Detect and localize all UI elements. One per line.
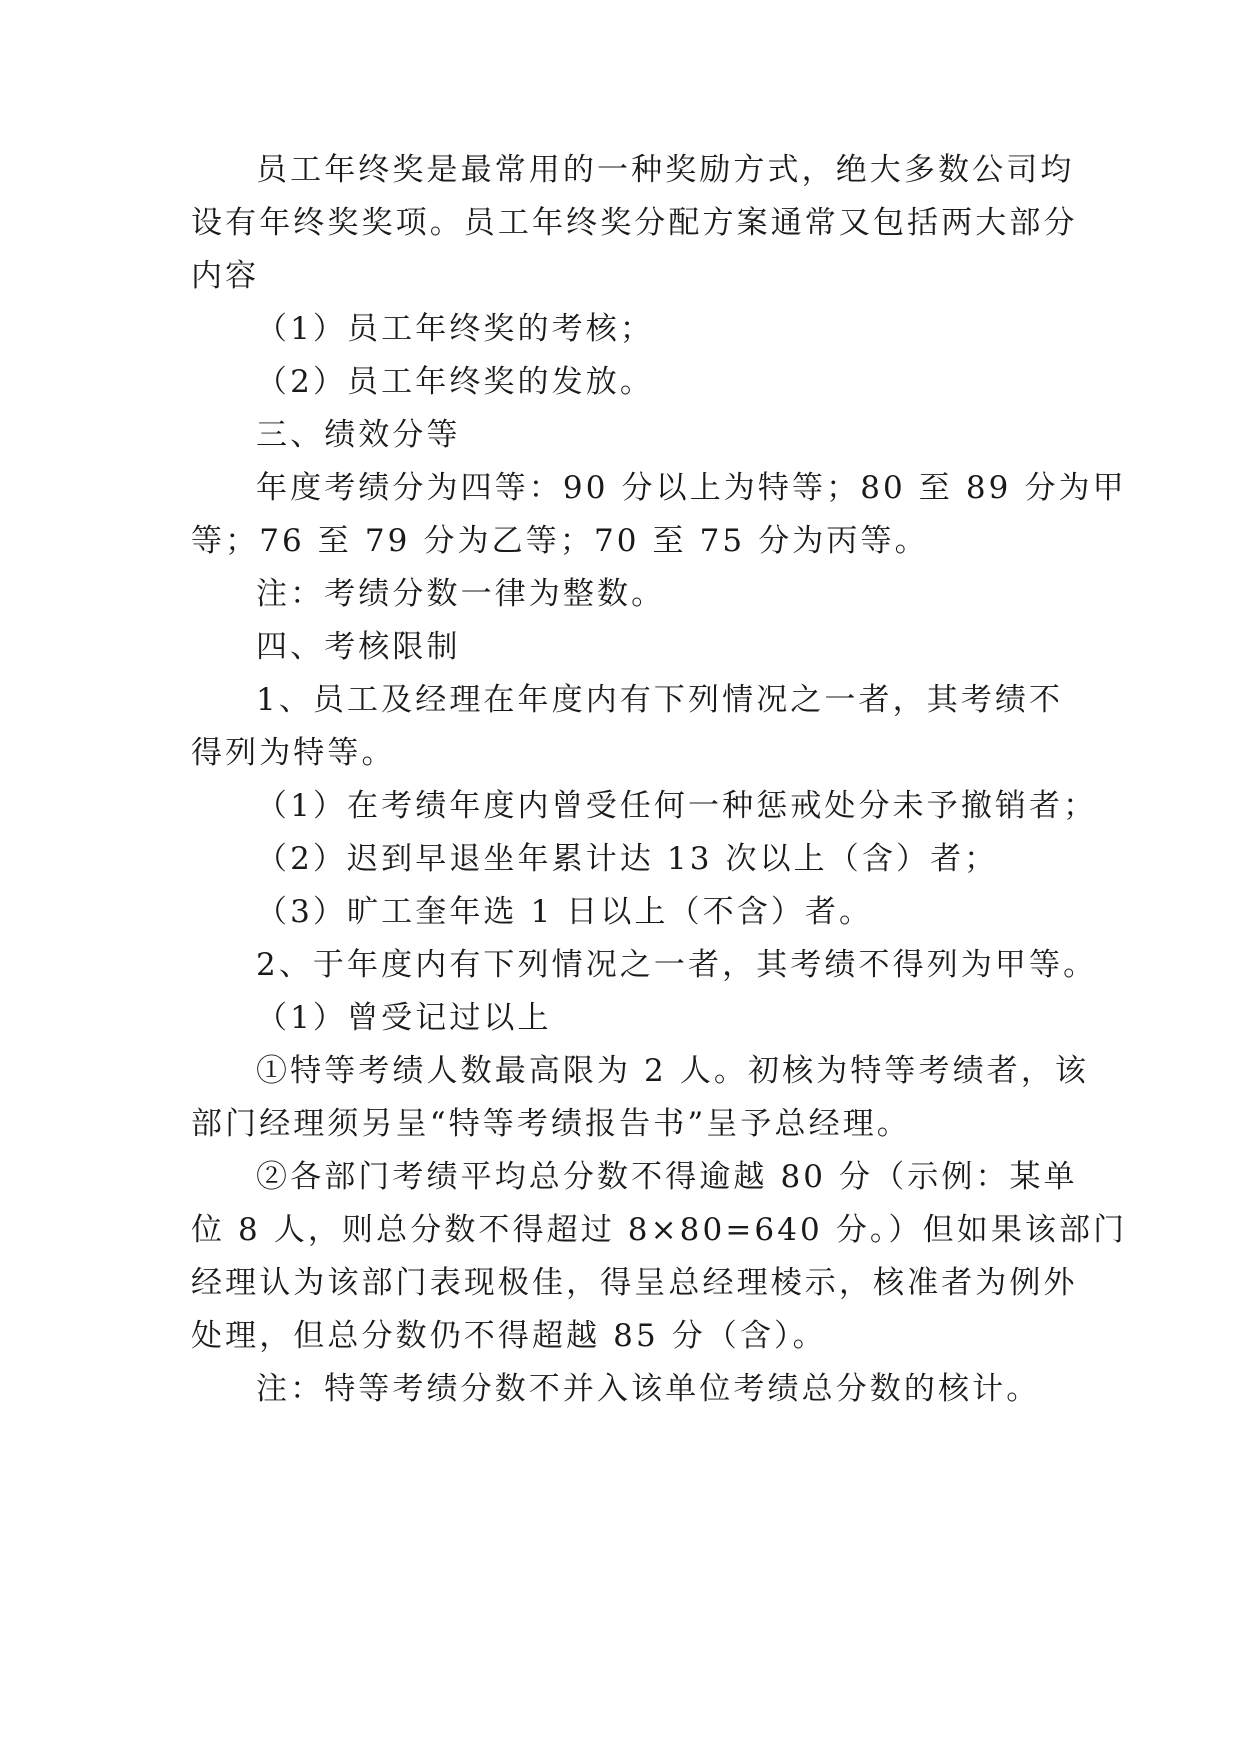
paragraph-line: 经理认为该部门表现极佳，得呈总经理棱示，核准者为例外	[191, 1265, 1078, 1301]
paragraph-line: 位 8 人，则总分数不得超过 8×80=640 分。）但如果该部门	[191, 1212, 1128, 1248]
list-item: （1）在考绩年度内曾受任何一种惩戒处分未予撤销者；	[256, 788, 1098, 824]
section-heading: 四、考核限制	[256, 629, 461, 665]
list-item: （1）曾受记过以上	[256, 1000, 552, 1036]
paragraph-line: 处理，但总分数仍不得超越 85 分（含）。	[191, 1318, 827, 1354]
list-item: （2）迟到早退坐年累计达 13 次以上（含）者；	[256, 841, 999, 877]
list-item: （1）员工年终奖的考核；	[256, 311, 654, 347]
paragraph-line: 部门经理须另呈“特等考绩报告书”呈予总经理。	[191, 1106, 911, 1142]
paragraph-line: ①特等考绩人数最高限为 2 人。初核为特等考绩者，该	[256, 1053, 1090, 1089]
paragraph-line: 1、员工及经理在年度内有下列情况之一者，其考绩不	[256, 682, 1064, 718]
paragraph-line: 等；76 至 79 分为乙等；70 至 75 分为丙等。	[191, 523, 929, 559]
list-item: （3）旷工奎年选 1 日以上（不含）者。	[256, 894, 874, 930]
note-line: 注：特等考绩分数不并入该单位考绩总分数的核计。	[256, 1371, 1041, 1407]
paragraph-line: 员工年终奖是最常用的一种奖励方式，绝大多数公司均	[256, 152, 1075, 188]
paragraph-line: 得列为特等。	[191, 735, 396, 771]
paragraph-line: 内容	[191, 258, 260, 294]
paragraph-line: 2、于年度内有下列情况之一者，其考绩不得列为甲等。	[256, 947, 1098, 983]
paragraph-line: ②各部门考绩平均总分数不得逾越 80 分（示例：某单	[256, 1159, 1078, 1195]
list-item: （2）员工年终奖的发放。	[256, 364, 654, 400]
section-heading: 三、绩效分等	[256, 417, 461, 453]
paragraph-line: 设有年终奖奖项。员工年终奖分配方案通常又包括两大部分	[191, 205, 1078, 241]
note-line: 注：考绩分数一律为整数。	[256, 576, 666, 612]
paragraph-line: 年度考绩分为四等：90 分以上为特等；80 至 89 分为甲	[256, 470, 1127, 506]
